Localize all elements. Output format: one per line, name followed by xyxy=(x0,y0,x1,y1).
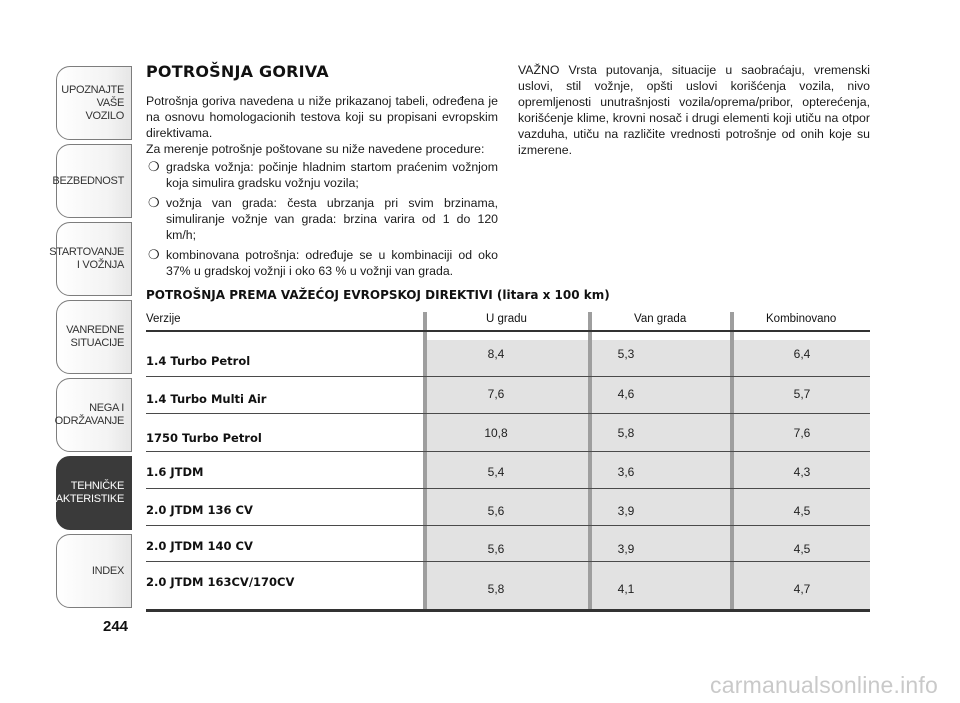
procedures-intro: Za merenje potrošnje poštovane su niže navedene procedure: xyxy=(146,142,485,156)
cell-extra-urban: 5,8 xyxy=(617,426,635,440)
table-row xyxy=(146,340,870,377)
row-version: 2.0 JTDM 136 CV xyxy=(146,503,253,517)
cell-city: 5,6 xyxy=(487,504,505,518)
tab-label: STARTOVANJE I VOŽNJA xyxy=(49,246,124,271)
cell-city: 5,4 xyxy=(487,465,505,479)
table-row xyxy=(146,414,870,452)
cell-extra-urban: 3,9 xyxy=(617,542,635,556)
cell-city: 5,8 xyxy=(487,582,505,596)
cell-combined: 4,5 xyxy=(793,542,811,556)
consumption-table xyxy=(146,312,870,612)
tab-index[interactable] xyxy=(56,534,132,608)
cell-combined: 7,6 xyxy=(793,426,811,440)
important-note: VAŽNO Vrsta putovanja, situacije u saobraćaju, vremenski uslovi, stil vožnje, opšti uslovi korišćenja vozila, nivo opremljenosti unutrašnjosti vozila/oprema/pribor, opterećenja, korišćenje klime, krovni nosač i drugi elementi koji utiču na otpor vazduha, utiču na različite vrednosti potrošnje od onih koje su izmerene. xyxy=(518,63,870,157)
cell-combined: 4,7 xyxy=(793,582,811,596)
cell-combined: 6,4 xyxy=(793,347,811,361)
header-rule xyxy=(146,330,870,332)
tab-upoznajte-vase-vozilo[interactable] xyxy=(56,66,132,140)
cell-city: 5,6 xyxy=(487,542,505,556)
cell-combined: 4,5 xyxy=(793,504,811,518)
section-title: POTROŠNJA GORIVA xyxy=(146,62,329,81)
cell-extra-urban: 4,1 xyxy=(617,582,635,596)
table-row xyxy=(146,562,870,609)
cell-city: 8,4 xyxy=(487,347,505,361)
right-column xyxy=(518,62,870,158)
circle-bullet-icon: ❍ xyxy=(148,159,160,174)
table-row xyxy=(146,377,870,414)
cell-extra-urban: 4,6 xyxy=(617,387,635,401)
list-item-text: gradska vožnja: počinje hladnim startom praćenim vožnjom koja simulira gradsku vožnju vozila; xyxy=(166,160,498,190)
list-item xyxy=(146,195,498,243)
row-version: 2.0 JTDM 140 CV xyxy=(146,539,253,553)
cell-city: 10,8 xyxy=(484,426,508,440)
intro-paragraph: Potrošnja goriva navedena u niže prikazanoj tabeli, određena je na osnovu homologacionih testova koji su propisani evropskim direktivama. xyxy=(146,94,498,140)
cell-combined: 5,7 xyxy=(793,387,811,401)
tab-label: VANREDNE SITUACIJE xyxy=(66,324,124,349)
row-version: 1.4 Turbo Petrol xyxy=(146,354,251,368)
procedure-list xyxy=(146,159,498,279)
table-row xyxy=(146,489,870,526)
list-item-text: kombinovana potrošnja: određuje se u kombinaciji od oko 37% u gradskoj vožnji i oko 63 % u vožnji van grada. xyxy=(166,248,498,278)
cell-extra-urban: 5,3 xyxy=(617,347,635,361)
tab-label: INDEX xyxy=(91,564,124,577)
tab-label: UPOZNAJTE VAŠE VOZILO xyxy=(61,83,124,122)
row-version: 1.4 Turbo Multi Air xyxy=(146,392,267,406)
tab-vanredne-situacije[interactable] xyxy=(56,300,132,374)
cell-extra-urban: 3,6 xyxy=(617,465,635,479)
tab-tehnicke-karakteristike[interactable] xyxy=(34,456,132,530)
table-title: POTROŠNJA PREMA VAŽEĆOJ EVROPSKOJ DIREKTIVI (litara x 100 km) xyxy=(146,288,610,302)
tab-label: TEHNIČKE KARAKTERISTIKE xyxy=(34,480,124,505)
tab-nega-i-odrzavanje[interactable] xyxy=(56,378,132,452)
cell-combined: 4,3 xyxy=(793,465,811,479)
page-number: 244 xyxy=(103,618,129,635)
header-city: U gradu xyxy=(486,313,527,325)
list-item xyxy=(146,159,498,191)
circle-bullet-icon: ❍ xyxy=(148,195,160,210)
table-header xyxy=(146,312,870,330)
cell-city: 7,6 xyxy=(487,387,505,401)
tab-startovanje-i-voznja[interactable] xyxy=(49,222,132,296)
row-version: 1750 Turbo Petrol xyxy=(146,431,262,445)
left-column xyxy=(146,62,498,283)
table-bottom-rule xyxy=(146,609,870,612)
tab-bezbednost[interactable] xyxy=(52,144,132,218)
cell-extra-urban: 3,9 xyxy=(617,504,635,518)
row-version: 1.6 JTDM xyxy=(146,465,204,479)
watermark-text: carmanualsonline.info xyxy=(710,672,938,698)
tab-label: NEGA I ODRŽAVANJE xyxy=(54,402,124,427)
header-versions: Verzije xyxy=(146,313,181,325)
row-version: 2.0 JTDM 163CV/170CV xyxy=(146,575,295,589)
header-combined: Kombinovano xyxy=(766,313,837,325)
table-row xyxy=(146,452,870,489)
tab-label: BEZBEDNOST xyxy=(52,174,124,187)
list-item-text: vožnja van grada: česta ubrzanja pri svim brzinama, simuliranje vožnje van grada: brzina varira od 1 do 120 km/h; xyxy=(166,196,498,242)
header-extra-urban: Van grada xyxy=(634,313,687,325)
list-item xyxy=(146,247,498,279)
table-row xyxy=(146,526,870,562)
circle-bullet-icon: ❍ xyxy=(148,247,160,262)
